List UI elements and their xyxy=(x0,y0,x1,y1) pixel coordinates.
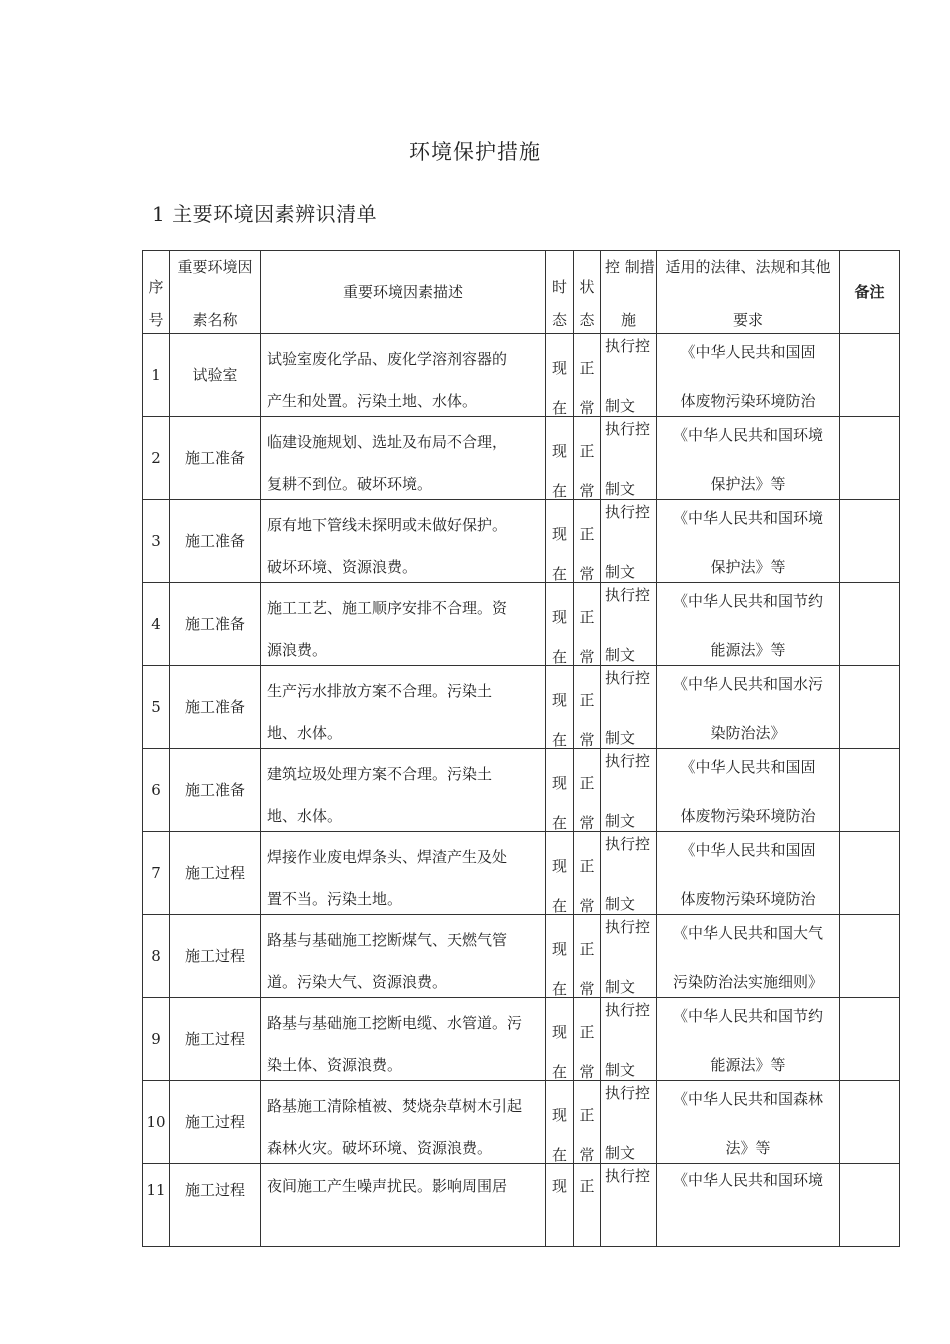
cell-name: 施工过程 xyxy=(170,1081,261,1164)
cell-desc: 原有地下管线未探明或未做好保护。 破坏环境、资源浪费。 xyxy=(261,500,546,583)
cell-time: 现 在 xyxy=(546,334,574,417)
cell-note xyxy=(840,334,900,417)
cell-time: 现 在 xyxy=(546,500,574,583)
cell-name: 施工过程 xyxy=(170,1164,261,1247)
cell-seq: 5 xyxy=(143,666,170,749)
cell-time: 现 在 xyxy=(546,583,574,666)
cell-note xyxy=(840,583,900,666)
cell-name: 施工过程 xyxy=(170,915,261,998)
cell-control: 执行控 制文 xyxy=(601,417,657,500)
cell-state: 正 常 xyxy=(574,832,601,915)
cell-name: 施工过程 xyxy=(170,832,261,915)
cell-desc: 焊接作业废电焊条头、焊渣产生及处 置不当。污染土地。 xyxy=(261,832,546,915)
cell-law: 《中华人民共和国大气 污染防治法实施细则》 xyxy=(657,915,840,998)
table-row xyxy=(143,417,900,500)
cell-state: 正 常 xyxy=(574,500,601,583)
cell-state: 正 常 xyxy=(574,417,601,500)
table-row xyxy=(143,334,900,417)
table-row xyxy=(143,1164,900,1247)
page-title: 环境保护措施 xyxy=(409,140,541,164)
cell-note xyxy=(840,1081,900,1164)
header-control: 控 制措 施 xyxy=(601,251,657,334)
cell-name: 施工准备 xyxy=(170,749,261,832)
cell-law: 《中华人民共和国水污 染防治法》 xyxy=(657,666,840,749)
table-row xyxy=(143,1081,900,1164)
header-name: 重要环境因 素名称 xyxy=(170,251,261,334)
table-row xyxy=(143,832,900,915)
cell-law: 《中华人民共和国节约 能源法》等 xyxy=(657,998,840,1081)
cell-desc: 试验室废化学品、废化学溶剂容器的 产生和处置。污染土地、水体。 xyxy=(261,334,546,417)
cell-law: 《中华人民共和国固 体废物污染环境防治 xyxy=(657,832,840,915)
cell-desc: 路基施工清除植被、焚烧杂草树木引起 森林火灾。破坏环境、资源浪费。 xyxy=(261,1081,546,1164)
cell-desc: 生产污水排放方案不合理。污染土 地、水体。 xyxy=(261,666,546,749)
cell-control: 执行控 制文 xyxy=(601,915,657,998)
cell-time: 现 在 xyxy=(546,749,574,832)
table-row xyxy=(143,583,900,666)
cell-law: 《中华人民共和国环境 保护法》等 xyxy=(657,500,840,583)
cell-time: 现 在 xyxy=(546,417,574,500)
cell-seq: 9 xyxy=(143,998,170,1081)
cell-control: 执行控 制文 xyxy=(601,500,657,583)
table-row xyxy=(143,666,900,749)
cell-state: 正 xyxy=(574,1164,601,1247)
header-desc: 重要环境因素描述 xyxy=(261,251,546,334)
cell-time: 现 xyxy=(546,1164,574,1247)
cell-time: 现 在 xyxy=(546,666,574,749)
cell-state: 正 常 xyxy=(574,915,601,998)
cell-control: 执行控 制文 xyxy=(601,832,657,915)
cell-name: 施工准备 xyxy=(170,500,261,583)
cell-desc: 建筑垃圾处理方案不合理。污染土 地、水体。 xyxy=(261,749,546,832)
cell-note xyxy=(840,1164,900,1247)
cell-note xyxy=(840,500,900,583)
cell-control: 执行控 制文 xyxy=(601,998,657,1081)
cell-note xyxy=(840,666,900,749)
cell-seq: 10 xyxy=(143,1081,170,1164)
cell-control: 执行控 制文 xyxy=(601,1081,657,1164)
header-note: 备注 xyxy=(840,251,900,334)
header-law: 适用的法律、法规和其他 要求 xyxy=(657,251,840,334)
cell-seq: 3 xyxy=(143,500,170,583)
cell-law: 《中华人民共和国固 体废物污染环境防治 xyxy=(657,334,840,417)
cell-law: 《中华人民共和国节约 能源法》等 xyxy=(657,583,840,666)
table-header-row xyxy=(143,251,900,334)
cell-control: 执行控 制文 xyxy=(601,583,657,666)
cell-time: 现 在 xyxy=(546,832,574,915)
section-heading: 1 主要环境因素辨识清单 xyxy=(152,202,378,226)
header-time: 时 态 xyxy=(546,251,574,334)
cell-law: 《中华人民共和国森林 法》等 xyxy=(657,1081,840,1164)
cell-control: 执行控 xyxy=(601,1164,657,1247)
cell-time: 现 在 xyxy=(546,998,574,1081)
table-row xyxy=(143,998,900,1081)
cell-name: 施工准备 xyxy=(170,417,261,500)
cell-state: 正 常 xyxy=(574,583,601,666)
cell-note xyxy=(840,998,900,1081)
cell-desc: 路基与基础施工挖断电缆、水管道。污 染土体、资源浪费。 xyxy=(261,998,546,1081)
cell-state: 正 常 xyxy=(574,666,601,749)
cell-name: 试验室 xyxy=(170,334,261,417)
cell-seq: 1 xyxy=(143,334,170,417)
table-row xyxy=(143,500,900,583)
cell-law: 《中华人民共和国环境 保护法》等 xyxy=(657,417,840,500)
cell-law: 《中华人民共和国固 体废物污染环境防治 xyxy=(657,749,840,832)
cell-note xyxy=(840,832,900,915)
cell-name: 施工过程 xyxy=(170,998,261,1081)
table-row xyxy=(143,749,900,832)
cell-desc: 路基与基础施工挖断煤气、天燃气管 道。污染大气、资源浪费。 xyxy=(261,915,546,998)
cell-seq: 2 xyxy=(143,417,170,500)
table-row xyxy=(143,915,900,998)
cell-control: 执行控 制文 xyxy=(601,749,657,832)
cell-desc: 临建设施规划、选址及布局不合理， 复耕不到位。破坏环境。 xyxy=(261,417,546,500)
cell-control: 执行控 制文 xyxy=(601,334,657,417)
cell-seq: 7 xyxy=(143,832,170,915)
header-seq: 序 号 xyxy=(143,251,170,334)
cell-note xyxy=(840,915,900,998)
cell-state: 正 常 xyxy=(574,1081,601,1164)
cell-control: 执行控 制文 xyxy=(601,666,657,749)
cell-desc: 夜间施工产生噪声扰民。影响周围居 xyxy=(261,1164,546,1247)
environment-factors-table xyxy=(142,250,900,1247)
cell-name: 施工准备 xyxy=(170,666,261,749)
cell-seq: 8 xyxy=(143,915,170,998)
cell-seq: 4 xyxy=(143,583,170,666)
cell-law: 《中华人民共和国环境 xyxy=(657,1164,840,1247)
header-state: 状 态 xyxy=(574,251,601,334)
cell-note xyxy=(840,749,900,832)
cell-time: 现 在 xyxy=(546,915,574,998)
cell-name: 施工准备 xyxy=(170,583,261,666)
cell-note xyxy=(840,417,900,500)
cell-time: 现 在 xyxy=(546,1081,574,1164)
cell-desc: 施工工艺、施工顺序安排不合理。资 源浪费。 xyxy=(261,583,546,666)
cell-state: 正 常 xyxy=(574,749,601,832)
cell-seq: 11 xyxy=(143,1164,170,1247)
cell-seq: 6 xyxy=(143,749,170,832)
cell-state: 正 常 xyxy=(574,998,601,1081)
cell-state: 正 常 xyxy=(574,334,601,417)
